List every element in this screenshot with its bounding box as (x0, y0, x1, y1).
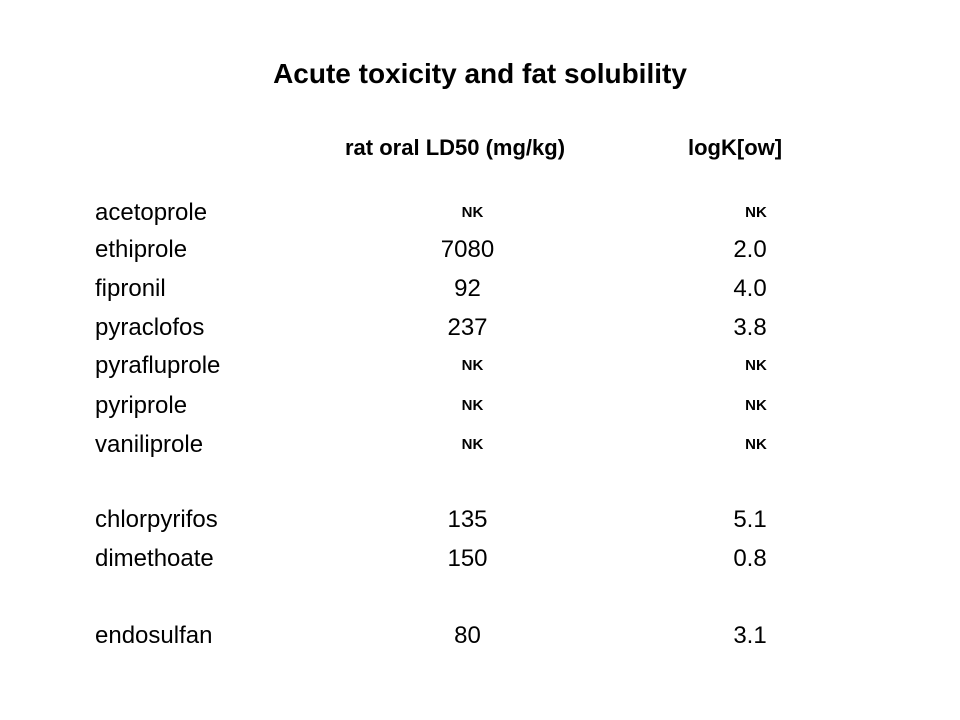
ld50-value: 135 (447, 506, 488, 533)
logk-value: NK (745, 436, 767, 453)
compound-name: dimethoate (95, 545, 214, 572)
logk-value: 2.0 (733, 236, 767, 263)
compound-name: acetoprole (95, 199, 208, 226)
ld50-value: NK (461, 357, 484, 374)
ld50-value: NK (461, 204, 484, 221)
logk-value: NK (745, 204, 767, 221)
table-row (0, 617, 960, 655)
ld50-value: 92 (454, 275, 481, 302)
compound-name: endosulfan (95, 622, 213, 649)
logk-value: NK (745, 397, 767, 414)
ld50-value: 7080 (440, 236, 495, 263)
compound-name: ethiprole (95, 236, 188, 263)
ld50-value: 80 (454, 622, 481, 649)
slide-title: Acute toxicity and fat solubility (273, 58, 687, 89)
logk-value: 5.1 (733, 506, 767, 533)
logk-value: 0.8 (733, 545, 767, 572)
ld50-value: 150 (447, 545, 488, 572)
logk-value: 3.1 (733, 622, 767, 649)
table-row (0, 426, 960, 464)
compound-name: pyriprole (95, 392, 188, 419)
compound-name: chlorpyrifos (95, 506, 218, 533)
ld50-value: NK (461, 397, 484, 414)
ld50-value: NK (461, 436, 484, 453)
compound-name: pyrafluprole (95, 352, 221, 379)
table-row (0, 309, 960, 347)
table-row (0, 501, 960, 539)
table-row (0, 270, 960, 308)
table-row (0, 387, 960, 425)
ld50-value: 237 (447, 314, 488, 341)
compound-name: vaniliprole (95, 431, 204, 458)
column-header-logk: logK[ow] (688, 135, 783, 160)
logk-value: 4.0 (733, 275, 767, 302)
column-header-ld50: rat oral LD50 (mg/kg) (345, 135, 566, 160)
table-row (0, 540, 960, 578)
table-row (0, 194, 960, 232)
compound-name: pyraclofos (95, 314, 205, 341)
table-row (0, 231, 960, 269)
logk-value: 3.8 (733, 314, 767, 341)
table-row (0, 347, 960, 385)
logk-value: NK (745, 357, 767, 374)
compound-name: fipronil (95, 275, 166, 302)
